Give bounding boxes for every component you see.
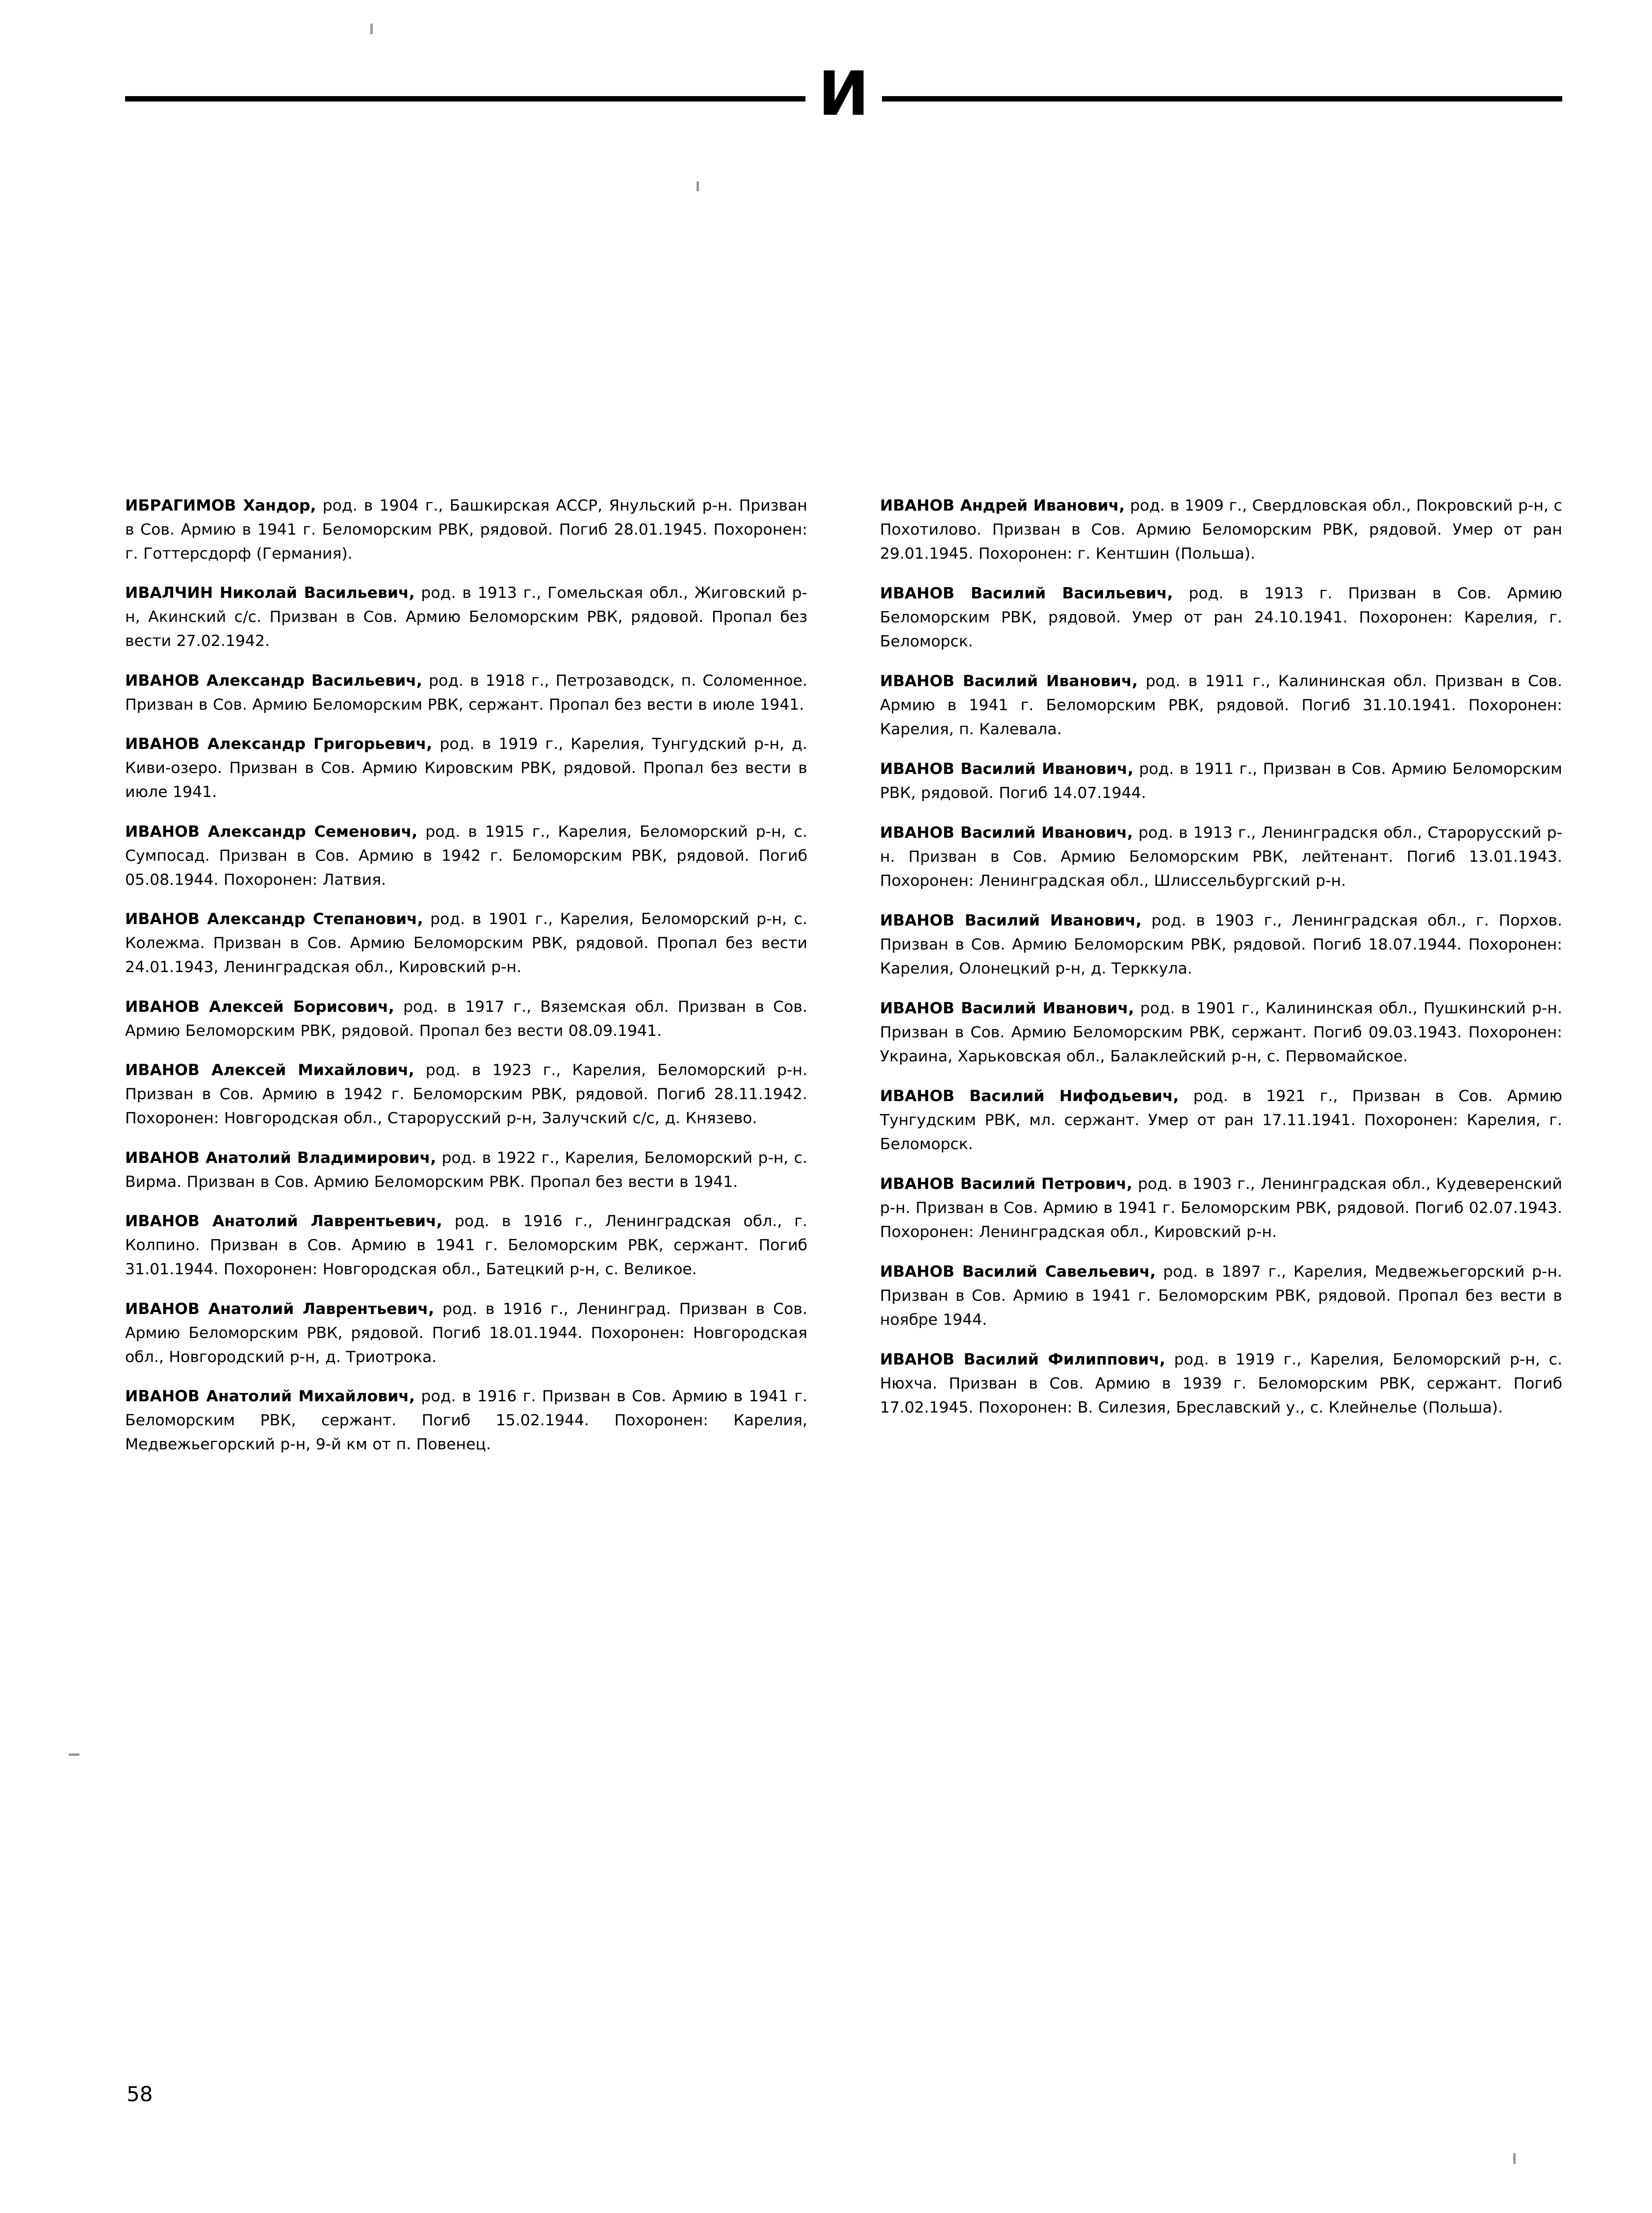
entry — [880, 1348, 1562, 1420]
entry — [125, 732, 807, 804]
entry-name: ИВАНОВ Алексей Михайлович, — [125, 1061, 414, 1079]
entry-name: ИВАНОВ Алексей Борисович, — [125, 998, 394, 1016]
entry — [125, 820, 807, 892]
entry-text: род. в 1915 г., Карелия, Беломорский р-н, с. Сумпосад. Призван в Сов. Армию в 1942 г. Беломорским РВК, рядовой. Погиб 05.08.1944. Похоронен: Латвия. — [125, 823, 807, 889]
entry-name: ИВАНОВ Василий Иванович, — [880, 823, 1133, 842]
register-mark — [69, 1753, 79, 1756]
entry — [125, 494, 807, 566]
entry — [880, 997, 1562, 1069]
entry-text: род. в 1921 г., Призван в Сов. Армию Тунгудским РВК, мл. сержант. Умер от ран 17.11.1941. Похоронен: Карелия, г. Беломорск. — [880, 1087, 1562, 1153]
entry-text: род. в 1922 г., Карелия, Беломорский р-н, с. Вирма. Призван в Сов. Армию Беломорским РВК. Пропал без вести в 1941. — [125, 1149, 807, 1191]
entry-text: род. в 1911 г., Калининская обл. Призван в Сов. Армию в 1941 г. Беломорским РВК, рядовой. Погиб 31.10.1941. Похоронен: Карелия, п. Калевала. — [880, 672, 1562, 738]
entry-name: ИВАНОВ Александр Григорьевич, — [125, 735, 433, 753]
entry — [125, 1385, 807, 1457]
entry-name: ИВАНОВ Василий Васильевич, — [880, 584, 1173, 602]
entry-name: ИВАНОВ Василий Савельевич, — [880, 1262, 1156, 1281]
entry — [880, 494, 1562, 566]
entry — [125, 907, 807, 979]
entry — [880, 1172, 1562, 1244]
entry-text: род. в 1913 г. Призван в Сов. Армию Беломорским РВК, рядовой. Умер от ран 24.10.1941. Похоронен: Карелия, г. Беломорск. — [880, 584, 1562, 650]
entry-name: ИБРАГИМОВ Хандор, — [125, 496, 316, 515]
entry-text: род. в 1903 г., Ленинградская обл., Кудеверенский р-н. Призван в Сов. Армию в 1941 г. Беломорским РВК, рядовой. Погиб 02.07.1943. Похоронен: Ленинградская обл., Кировский р-н. — [880, 1175, 1562, 1241]
entry-name: ИВАНОВ Александр Семенович, — [125, 823, 418, 841]
entry — [125, 1058, 807, 1131]
entry-text: род. в 1923 г., Карелия, Беломорский р-н. Призван в Сов. Армию в 1942 г. Беломорским РВК, рядовой. Погиб 28.11.1942. Похоронен: Новгородская обл., Старорусский р-н, Залучский с/с, д. Князево. — [125, 1061, 807, 1127]
entry — [880, 669, 1562, 742]
entry-text: род. в 1916 г. Призван в Сов. Армию в 1941 г. Беломорским РВК, сержант. Погиб 15.02.1944. Похоронен: Карелия, Медвежьегорский р-н, 9-й км от п. Повенец. — [125, 1388, 808, 1453]
entry-text: род. в 1916 г., Ленинградская обл., г. Колпино. Призван в Сов. Армию в 1941 г. Беломорским РВК, сержант. Погиб 31.01.1944. Похоронен: Новгородская обл., Батецкий р-н, с. Великое. — [125, 1212, 807, 1278]
entry-text: род. в 1919 г., Карелия, Беломорский р-н, с. Нюхча. Призван в Сов. Армию в 1939 г. Беломорским РВК, сержант. Погиб 17.02.1945. Похоронен: В. Силезия, Бреславский у., с. Клейнелье (Польша). — [880, 1350, 1562, 1416]
entry-text: род. в 1911 г., Призван в Сов. Армию Беломорским РВК, рядовой. Погиб 14.07.1944. — [880, 760, 1562, 802]
register-mark — [1513, 2153, 1516, 2164]
entry-text: род. в 1909 г., Свердловская обл., Покровский р-н, с Похотилово. Призван в Сов. Армию Беломорским РВК, рядовой. Умер от ран 29.01.1945. Похоронен: г. Кентшин (Польша). — [880, 496, 1562, 563]
entry-text: род. в 1913 г., Гомельская обл., Жиговский р-н, Акинский с/с. Призван в Сов. Армию Беломорским РВК, рядовой. Пропал без вести 27.02.1942. — [125, 584, 808, 650]
text-columns — [125, 478, 1562, 1457]
entry-name: ИВАНОВ Василий Иванович, — [880, 999, 1135, 1017]
header-rule-right — [861, 96, 1562, 102]
entry-name: ИВАНОВ Василий Иванович, — [880, 911, 1142, 929]
entry-text: род. в 1897 г., Карелия, Медвежьегорский р-н. Призван в Сов. Армию в 1941 г. Беломорским РВК, рядовой. Пропал без вести в ноябре 1944. — [880, 1262, 1563, 1329]
entry — [125, 1297, 807, 1369]
entry-name: ИВАНОВ Василий Петрович, — [880, 1175, 1133, 1193]
entry-name: ИВАНОВ Василий Иванович, — [880, 672, 1138, 690]
entry — [880, 1260, 1562, 1332]
page-number: 58 — [127, 2082, 153, 2106]
entry — [125, 1209, 807, 1282]
entry-text: род. в 1916 г., Ленинград. Призван в Сов. Армию Беломорским РВК, рядовой. Погиб 18.01.1944. Похоронен: Новгородская обл., Новгородский р-н, д. Триотрока. — [125, 1300, 807, 1366]
entry-text: род. в 1903 г., Ленинградская обл., г. Порхов. Призван в Сов. Армию Беломорским РВК, рядовой. Погиб 18.07.1944. Похоронен: Карелия, Олонецкий р-н, д. Терккула. — [880, 911, 1562, 978]
register-mark — [370, 24, 373, 34]
entry-name: ИВАНОВ Василий Нифодьевич, — [880, 1087, 1179, 1105]
entry — [880, 582, 1562, 654]
entry-text: род. в 1913 г., Ленинградскя обл., Старорусский р-н. Призван в Сов. Армию Беломорским РВК, лейтенант. Погиб 13.01.1943. Похоронен: Ленинградская обл., Шлиссельбургский р-н. — [880, 823, 1562, 890]
entry — [125, 995, 807, 1043]
column-left — [125, 478, 807, 1457]
entry — [880, 909, 1562, 981]
entry-name: ИВАНОВ Александр Степанович, — [125, 910, 423, 928]
entry-name: ИВАНОВ Александр Васильевич, — [125, 671, 422, 690]
entry-name: ИВАНОВ Анатолий Михайлович, — [125, 1388, 415, 1405]
entry-text: род. в 1918 г., Петрозаводск, п. Соломенное. Призван в Сов. Армию Беломорским РВК, сержант. Пропал без вести в июле 1941. — [125, 671, 807, 714]
entry — [125, 1146, 807, 1194]
letter-heading: И — [805, 64, 882, 125]
column-right — [880, 478, 1562, 1457]
entry-text: род. в 1904 г., Башкирская АССР, Янульский р-н. Призван в Сов. Армию в 1941 г. Беломорским РВК, рядовой. Погиб 28.01.1945. Похоронен: г. Готтерсдорф (Германия). — [125, 496, 807, 563]
entry — [880, 1084, 1562, 1157]
entry-name: ИВАНОВ Василий Филиппович, — [880, 1350, 1165, 1368]
entry-name: ИВАНОВ Анатолий Лаврентьевич, — [125, 1300, 435, 1318]
entry — [125, 669, 807, 717]
register-mark — [697, 181, 699, 191]
entry — [125, 581, 807, 653]
entry-name: ИВАНОВ Василий Иванович, — [880, 760, 1134, 778]
header-rule-left — [125, 96, 826, 102]
entry-name: ИВАНОВ Анатолий Владимирович, — [125, 1149, 437, 1167]
entry-text: род. в 1919 г., Карелия, Тунгудский р-н, д. Киви-озеро. Призван в Сов. Армию Кировским РВК, рядовой. Пропал без вести в июле 1941. — [125, 735, 807, 801]
entry-text: род. в 1901 г., Карелия, Беломорский р-н, с. Колежма. Призван в Сов. Армию Беломорским РВК, рядовой. Пропал без вести 24.01.1943, Ленинградская обл., Кировский р-н. — [125, 910, 807, 976]
entry-name: ИВАНОВ Андрей Иванович, — [880, 496, 1125, 515]
entry-text: род. в 1917 г., Вяземская обл. Призван в Сов. Армию Беломорским РВК, рядовой. Пропал без вести 08.09.1941. — [125, 998, 807, 1040]
entry — [880, 757, 1562, 805]
entry-text: род. в 1901 г., Калининская обл., Пушкинский р-н. Призван в Сов. Армию Беломорским РВК, сержант. Погиб 09.03.1943. Похоронен: Украина, Харьковская обл., Балаклейский р-н, с. Первомайское. — [880, 999, 1562, 1065]
entry — [880, 821, 1562, 893]
entry-name: ИВАНОВ Анатолий Лаврентьевич, — [125, 1212, 442, 1230]
page-header — [125, 59, 1562, 129]
entry-name: ИВАЛЧИН Николай Васильевич, — [125, 584, 415, 602]
